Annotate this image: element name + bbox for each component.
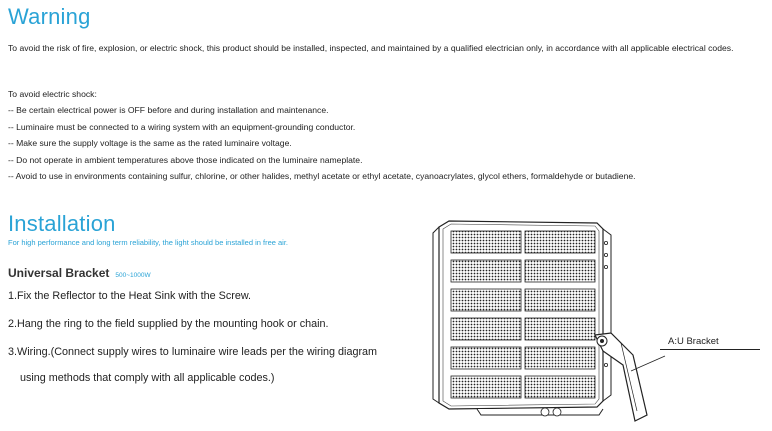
universal-bracket-heading: [8, 266, 151, 280]
warning-item: -- Be certain electrical power is OFF before and during installation and maintenance.: [8, 105, 329, 115]
label-leader-line: [631, 356, 665, 371]
warning-item: -- Luminaire must be connected to a wiring system with an equipment-grounding conductor.: [8, 121, 356, 132]
led-module: [525, 289, 595, 311]
warning-intro: To avoid the risk of fire, explosion, or electric shock, this product should be installed, inspected, and maintained by a qualified electrician only, in accordance with all applicable electrical codes.: [8, 43, 734, 53]
warning-item: -- Do not operate in ambient temperatures above those indicated on the luminaire nameplate.: [8, 154, 363, 165]
led-module: [451, 231, 521, 253]
shock-heading: To avoid electric shock:: [8, 89, 97, 99]
warning-title: Warning: [8, 4, 91, 29]
install-step-3: 3.Wiring.(Connect supply wires to luminaire wire leads per the wiring diagram: [8, 346, 378, 358]
label-underline: [660, 349, 760, 350]
bracket-title: Universal Bracket: [8, 266, 110, 280]
bracket-range: 500~1000W: [115, 272, 151, 279]
install-step-3-cont: using methods that comply with all applicable codes.): [20, 372, 275, 384]
led-module: [451, 376, 521, 398]
base-plate: [477, 409, 603, 415]
led-module: [451, 347, 521, 369]
led-module: [451, 289, 521, 311]
led-module: [525, 318, 595, 340]
warning-item: -- Avoid to use in environments containing sulfur, chlorine, or other halides, methyl acetate or ethyl acetate, cyanoacrylates, glycol ethers, formaldehyde or butadiene.: [8, 171, 636, 181]
install-step-2: 2.Hang the ring to the field supplied by the mounting hook or chain.: [8, 318, 329, 330]
installation-title: Installation: [8, 211, 116, 236]
installation-subtitle: For high performance and long term reliability, the light should be installed in free air.: [8, 238, 289, 247]
install-step-1: 1.Fix the Reflector to the Heat Sink with the Screw.: [8, 290, 252, 302]
warning-list: [8, 102, 768, 185]
bracket-label: A:U Bracket: [668, 336, 719, 347]
warning-item: -- Make sure the supply voltage is the same as the rated luminaire voltage.: [8, 138, 292, 148]
led-module: [525, 376, 595, 398]
floodlight-fixture-illustration: [425, 215, 670, 431]
led-module: [451, 260, 521, 282]
led-module: [525, 231, 595, 253]
led-module: [525, 260, 595, 282]
led-module: [525, 347, 595, 369]
led-module: [451, 318, 521, 340]
